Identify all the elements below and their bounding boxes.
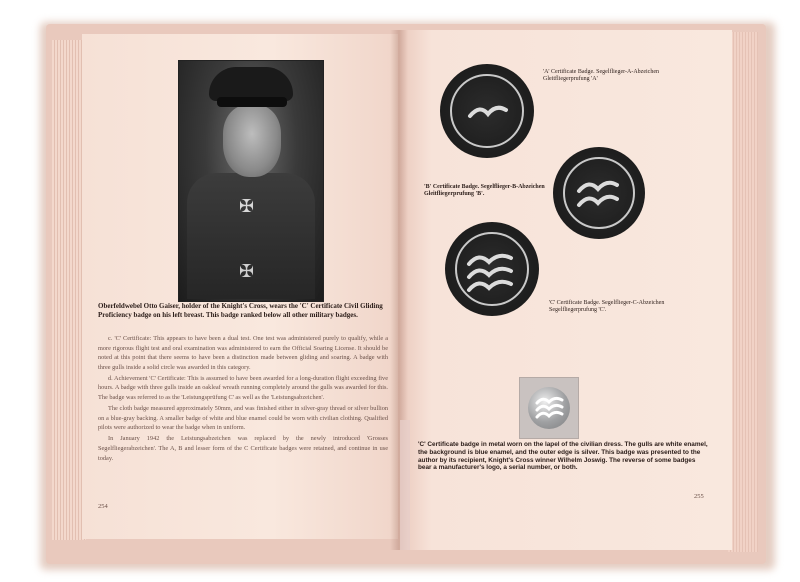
knights-cross-icon: ✠ xyxy=(239,196,255,217)
photo-cap xyxy=(209,67,293,101)
b-certificate-badge xyxy=(553,147,645,239)
c-badge-label: 'C' Certificate Badge. Segelflieger-C-Abzeichen Segelfliegerprufung 'C'. xyxy=(549,300,665,314)
left-body-text xyxy=(98,334,388,465)
metal-badge-caption: 'C' Certificate badge in metal worn on the lapel of the civilian dress. The gulls are white enamel, the background is blue enamel, and the outer edge is silver. This badge was presented to the author by its recipient, Knight's Cross winner Wilhelm Joswig. The reverse of some badges bear a manufacturer's logo, a serial number, or both. xyxy=(418,441,708,472)
right-page-edges xyxy=(728,32,758,552)
paragraph-january-1942: In January 1942 the Leistungsabzeichen was replaced by the newly introduced 'Grosses Segelfliegerabzeichen'. The A, B and lesser form of the C Certificate badges were retained, and continue in use today. xyxy=(98,435,388,462)
soldier-portrait-photo xyxy=(178,60,324,302)
right-page-number: 255 xyxy=(694,493,704,500)
three-gulls-enamel-icon xyxy=(528,387,570,429)
paragraph-c-certificate: c. 'C' Certificate: This appears to have been a dual test. One test was administered purely to qualify, while a more rigorous flight test and oral examination was administered to earn the Official Soaring License. It should be noted at this point that there seems to have been a distinction made between gliding and soaring. A badge with three gulls inside a solid circle was awarded in this category. xyxy=(98,335,388,371)
photo-caption: Oberfeldwebel Otto Gaiser, holder of the Knight's Cross, wears the 'C' Certificate Civil Gliding Proficiency badge on his left breast. This badge ranked below all other military badges. xyxy=(98,302,383,319)
metal-badge-disc xyxy=(528,387,570,429)
photo-cap-visor xyxy=(217,97,287,107)
left-page-edges xyxy=(52,40,86,540)
c-certificate-badge xyxy=(445,222,539,316)
left-page-number: 254 xyxy=(98,503,108,510)
a-certificate-badge xyxy=(440,64,534,158)
b-badge-label: 'B' Certificate Badge. Segelflieger-B-Abzeichen Gleitfliegerprufung 'B'. xyxy=(424,184,545,198)
bookmark-tape xyxy=(400,420,410,550)
single-gull-icon xyxy=(440,64,534,158)
metal-lapel-badge-photo xyxy=(519,377,579,439)
two-gulls-icon xyxy=(553,147,645,239)
iron-cross-icon: ✠ xyxy=(239,261,255,282)
photo-face xyxy=(223,105,281,177)
a-badge-label: 'A' Certificate Badge. Segelflieger-A-Abzeichen Gleitfliegerprufung 'A' xyxy=(543,69,659,83)
paragraph-cloth-badge: The cloth badge measured approximately 50mm, and was finished either in silver-gray thread or silver bullion on a blue-gray backing. A smaller badge of white and blue enamel could be worn with civilian clothing. Qualified pilots were authorized to wear the badge when in uniform. xyxy=(98,405,388,432)
paragraph-achievement-c: d. Achievement 'C' Certificate: This is assumed to have been awarded for a long-duration flight exceeding five hours. A badge with three gulls inside an oakleaf wreath running completely around the gulls was awarded for this. The badge was referred to as the 'Leistungsprüfung C' as well as the 'Leistungsabzeichen'. xyxy=(98,374,388,402)
three-gulls-icon xyxy=(445,222,539,316)
